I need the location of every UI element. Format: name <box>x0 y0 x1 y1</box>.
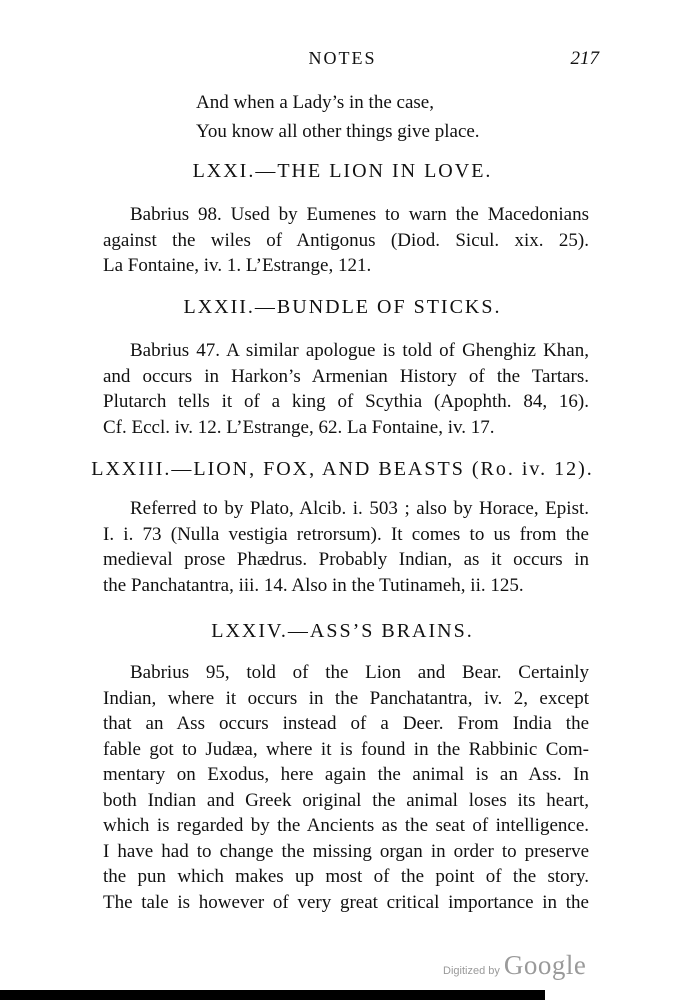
section-body-lxxii <box>103 338 589 440</box>
text-line: I. i. 73 (Nulla vestigia retrorsum). It comes to us from the <box>103 523 589 545</box>
text-line: Babrius 95, told of the Lion and Bear. Certainly <box>130 662 589 683</box>
verse-line: You know all other things give place. <box>196 121 480 142</box>
running-title: NOTES <box>308 48 377 68</box>
page-number: 217 <box>570 48 599 69</box>
text-line: I have had to change the missing organ in order to preserve <box>103 840 589 862</box>
section-title-lxxi: LXXI.—THE LION IN LOVE. <box>192 160 493 182</box>
section-body-lxxiv <box>103 660 589 915</box>
text-line: the pun which makes up most of the point of the story. <box>103 866 589 887</box>
digitized-by-label: Digitized by <box>443 965 500 977</box>
text-line: The tale is however of very great critical importance in the <box>103 891 589 913</box>
text-line: Indian, where it occurs in the Panchatantra, iv. 2, except <box>103 687 589 709</box>
text-line: Babrius 47. A similar apologue is told of Ghenghiz Khan, <box>130 340 589 361</box>
verse-line: And when a Lady’s in the case, <box>196 92 434 113</box>
section-body-lxxiii <box>103 496 589 598</box>
text-line: and occurs in Harkon’s Armenian History of the Tartars. <box>103 365 589 387</box>
verse-quote <box>196 88 480 146</box>
text-line: Cf. Eccl. iv. 12. L’Estrange, 62. La Fontaine, iv. 17. <box>103 416 495 438</box>
text-line: Plutarch tells it of a king of Scythia (Apophth. 84, 16). <box>103 391 589 412</box>
section-title-lxxii: LXXII.—BUNDLE OF STICKS. <box>183 296 502 318</box>
google-logo: Google <box>503 950 587 980</box>
section-title-lxxiii: LXXIII.—LION, FOX, AND BEASTS (Ro. iv. 12). <box>91 458 594 480</box>
text-line: medieval prose Phædrus. Probably Indian, as it occurs in <box>103 549 589 570</box>
text-line: against the wiles of Antigonus (Diod. Sicul. xix. 25). <box>103 229 589 251</box>
text-line: that an Ass occurs instead of a Deer. From India the <box>103 713 589 734</box>
text-line: fable got to Judæa, where it is found in the Rabbinic Com- <box>103 738 589 760</box>
running-header <box>0 48 685 72</box>
text-line: both Indian and Greek original the animal loses its heart, <box>103 789 589 811</box>
text-line: Referred to by Plato, Alcib. i. 503 ; also by Horace, Epist. <box>130 498 589 519</box>
text-line: which is regarded by the Ancients as the seat of intelligence. <box>103 815 589 836</box>
text-line: Babrius 98. Used by Eumenes to warn the Macedonians <box>130 204 589 225</box>
section-body-lxxi <box>103 202 589 279</box>
text-line: La Fontaine, iv. 1. L’Estrange, 121. <box>103 255 372 276</box>
digitization-watermark <box>443 950 586 981</box>
text-line: mentary on Exodus, here again the animal is an Ass. In <box>103 764 589 785</box>
scan-edge-bar <box>0 990 545 1000</box>
section-title-lxxiv: LXXIV.—ASS’S BRAINS. <box>211 620 474 642</box>
text-line: the Panchatantra, iii. 14. Also in the Tutinameh, ii. 125. <box>103 574 524 596</box>
